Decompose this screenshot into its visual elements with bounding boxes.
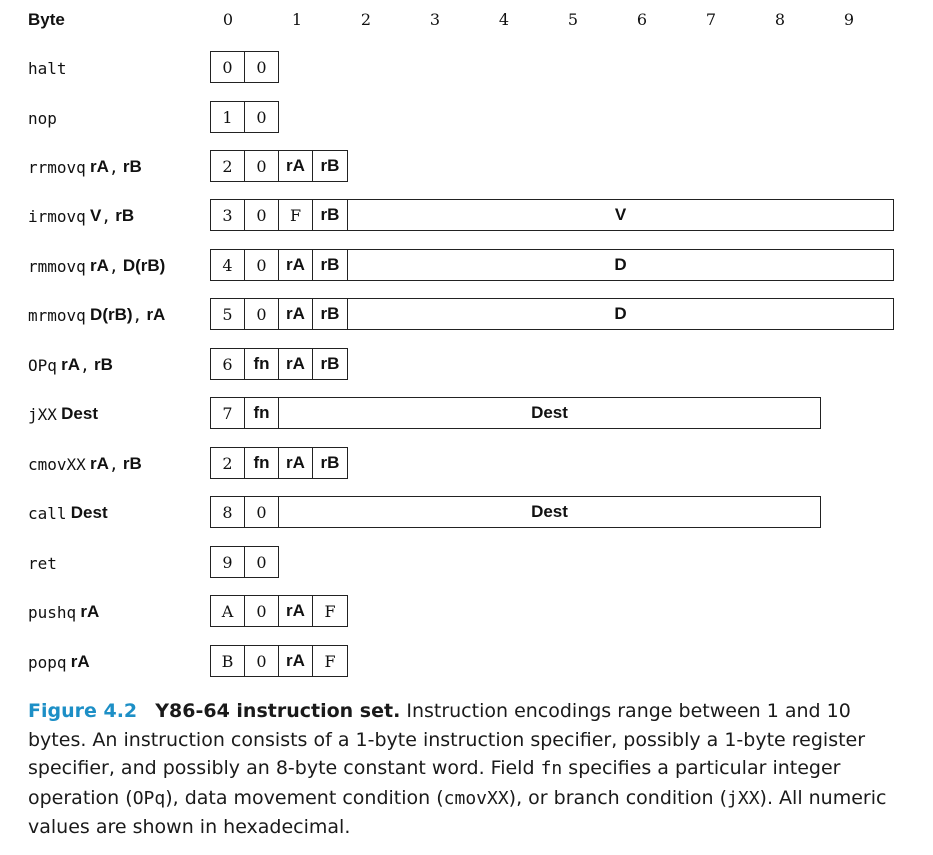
instruction-label <box>28 447 142 481</box>
field-ifun: 0 <box>245 249 279 281</box>
byte-number: 5 <box>567 10 579 29</box>
caption-text: ), data movement condition ( <box>165 786 444 809</box>
field-ra: F <box>279 199 313 231</box>
field-icode: 8 <box>210 496 245 528</box>
field-ifun: 0 <box>245 298 279 330</box>
byte-number: 4 <box>498 10 510 29</box>
mnemonic: OPq <box>28 355 57 375</box>
instruction-row-ret <box>0 546 933 580</box>
mnemonic: cmovXX <box>28 454 86 474</box>
field-icode: 1 <box>210 101 245 133</box>
instruction-row-rmmovq <box>0 249 933 283</box>
instruction-label <box>28 150 142 184</box>
instruction-row-opq <box>0 348 933 382</box>
instruction-label <box>28 348 113 382</box>
field-rb: F <box>313 595 348 627</box>
field-rb: rB <box>313 249 348 281</box>
field-ra: rA <box>279 595 313 627</box>
operand-1: rA <box>90 454 109 473</box>
instruction-row-pushq <box>0 595 933 629</box>
mnemonic: rmmovq <box>28 256 86 276</box>
field-ifun: 0 <box>245 645 279 677</box>
operand-separator: , <box>108 256 119 276</box>
operand-separator: , <box>80 355 90 375</box>
field-ifun: 0 <box>245 546 279 578</box>
instruction-row-cmovxx <box>0 447 933 481</box>
instruction-label <box>28 249 165 283</box>
instruction-label <box>28 397 98 431</box>
instruction-row-jxx <box>0 397 933 431</box>
field-ra: rA <box>279 298 313 330</box>
field-ifun: 0 <box>245 595 279 627</box>
instruction-label <box>28 51 67 85</box>
caption-code-jxx: jXX <box>727 787 760 809</box>
field-ifun: 0 <box>245 101 279 133</box>
caption-text: specifies a particular integer operation ( <box>28 757 841 809</box>
field-ra: rA <box>279 150 313 182</box>
operand-1: Dest <box>70 503 108 522</box>
field-rb: F <box>313 645 348 677</box>
operand-2: rB <box>93 355 113 374</box>
field-destination: Dest <box>279 397 821 429</box>
operand-1: D(rB) <box>90 305 133 324</box>
byte-number: 6 <box>636 10 648 29</box>
byte-number: 0 <box>222 10 234 29</box>
mnemonic: ret <box>28 553 57 573</box>
instruction-label <box>28 496 108 530</box>
mnemonic: halt <box>28 58 67 78</box>
instruction-row-popq <box>0 645 933 679</box>
mnemonic: pushq <box>28 602 77 622</box>
field-ifun: 0 <box>245 496 279 528</box>
field-icode: 9 <box>210 546 245 578</box>
instruction-row-halt <box>0 51 933 85</box>
instruction-row-call <box>0 496 933 530</box>
figure-title: Y86-64 instruction set. <box>155 700 401 722</box>
field-ra: rA <box>279 249 313 281</box>
field-icode: 0 <box>210 51 245 83</box>
instruction-row-nop <box>0 101 933 135</box>
field-icode: 3 <box>210 199 245 231</box>
field-icode: A <box>210 595 245 627</box>
field-ifun: 0 <box>245 150 279 182</box>
operand-1: rA <box>70 652 90 671</box>
operand-1: rA <box>80 602 100 621</box>
field-rb: rB <box>313 348 348 380</box>
field-ifun: fn <box>245 397 279 429</box>
instruction-label <box>28 595 99 629</box>
instruction-row-mrmovq <box>0 298 933 332</box>
field-icode: 7 <box>210 397 245 429</box>
instruction-label <box>28 645 90 679</box>
field-constant-word: D <box>348 249 894 281</box>
caption-code-cmovxx: cmovXX <box>443 787 509 809</box>
field-icode: B <box>210 645 245 677</box>
field-rb: rB <box>313 150 348 182</box>
field-ifun: 0 <box>245 199 279 231</box>
field-rb: rB <box>313 298 348 330</box>
instruction-label <box>28 199 134 233</box>
field-icode: 4 <box>210 249 245 281</box>
instruction-label <box>28 298 165 332</box>
caption-text: Instruction encodings range between 1 and 10 bytes. An instruction consists of a 1-byte instruction specifier, possibly a 1-byte register specifier, and possibly an 8-byte constant word. Field <box>28 700 866 779</box>
field-constant-word: V <box>348 199 894 231</box>
mnemonic: nop <box>28 108 57 128</box>
operand-1: rA <box>61 355 81 374</box>
instruction-label <box>28 101 57 135</box>
operand-2: D(rB) <box>122 256 166 275</box>
figure-number: Figure 4.2 <box>28 700 138 722</box>
operand-2: rB <box>122 454 142 473</box>
operand-separator: , <box>132 305 143 325</box>
byte-number: 7 <box>705 10 717 29</box>
byte-axis-title: Byte <box>28 10 65 29</box>
field-ra: rA <box>279 645 313 677</box>
figure-caption <box>28 697 908 842</box>
operand-2: rA <box>146 305 166 324</box>
operand-1: rA <box>90 157 109 176</box>
operand-1: Dest <box>61 404 99 423</box>
caption-code-fn: fn <box>540 758 563 779</box>
mnemonic: jXX <box>28 404 57 424</box>
field-icode: 6 <box>210 348 245 380</box>
operand-1: rA <box>90 256 109 275</box>
byte-number: 9 <box>843 10 855 29</box>
field-icode: 2 <box>210 447 245 479</box>
byte-number: 1 <box>291 10 303 29</box>
byte-number: 2 <box>360 10 372 29</box>
mnemonic: mrmovq <box>28 305 86 325</box>
field-constant-word: D <box>348 298 894 330</box>
byte-number: 3 <box>429 10 441 29</box>
caption-code-opq: OPq <box>132 787 166 809</box>
field-ifun: fn <box>245 447 279 479</box>
mnemonic: irmovq <box>28 206 86 226</box>
field-ra: rA <box>279 348 313 380</box>
instruction-row-rrmovq <box>0 150 933 184</box>
operand-1: V <box>90 206 102 225</box>
field-icode: 5 <box>210 298 245 330</box>
instruction-row-irmovq <box>0 199 933 233</box>
field-rb: rB <box>313 199 348 231</box>
operand-separator: , <box>108 454 119 474</box>
byte-number: 8 <box>774 10 786 29</box>
byte-header <box>0 10 933 34</box>
field-destination: Dest <box>279 496 821 528</box>
operand-separator: , <box>101 206 112 226</box>
caption-text: ). All numeric values are shown in hexadecimal. <box>28 786 887 838</box>
field-rb: rB <box>313 447 348 479</box>
field-ra: rA <box>279 447 313 479</box>
instruction-label <box>28 546 57 580</box>
mnemonic: call <box>28 503 67 523</box>
field-ifun: 0 <box>245 51 279 83</box>
operand-2: rB <box>115 206 135 225</box>
operand-2: rB <box>122 157 142 176</box>
mnemonic: popq <box>28 652 67 672</box>
operand-separator: , <box>108 157 119 177</box>
field-icode: 2 <box>210 150 245 182</box>
field-ifun: fn <box>245 348 279 380</box>
caption-text: ), or branch condition ( <box>508 786 728 809</box>
mnemonic: rrmovq <box>28 157 86 177</box>
